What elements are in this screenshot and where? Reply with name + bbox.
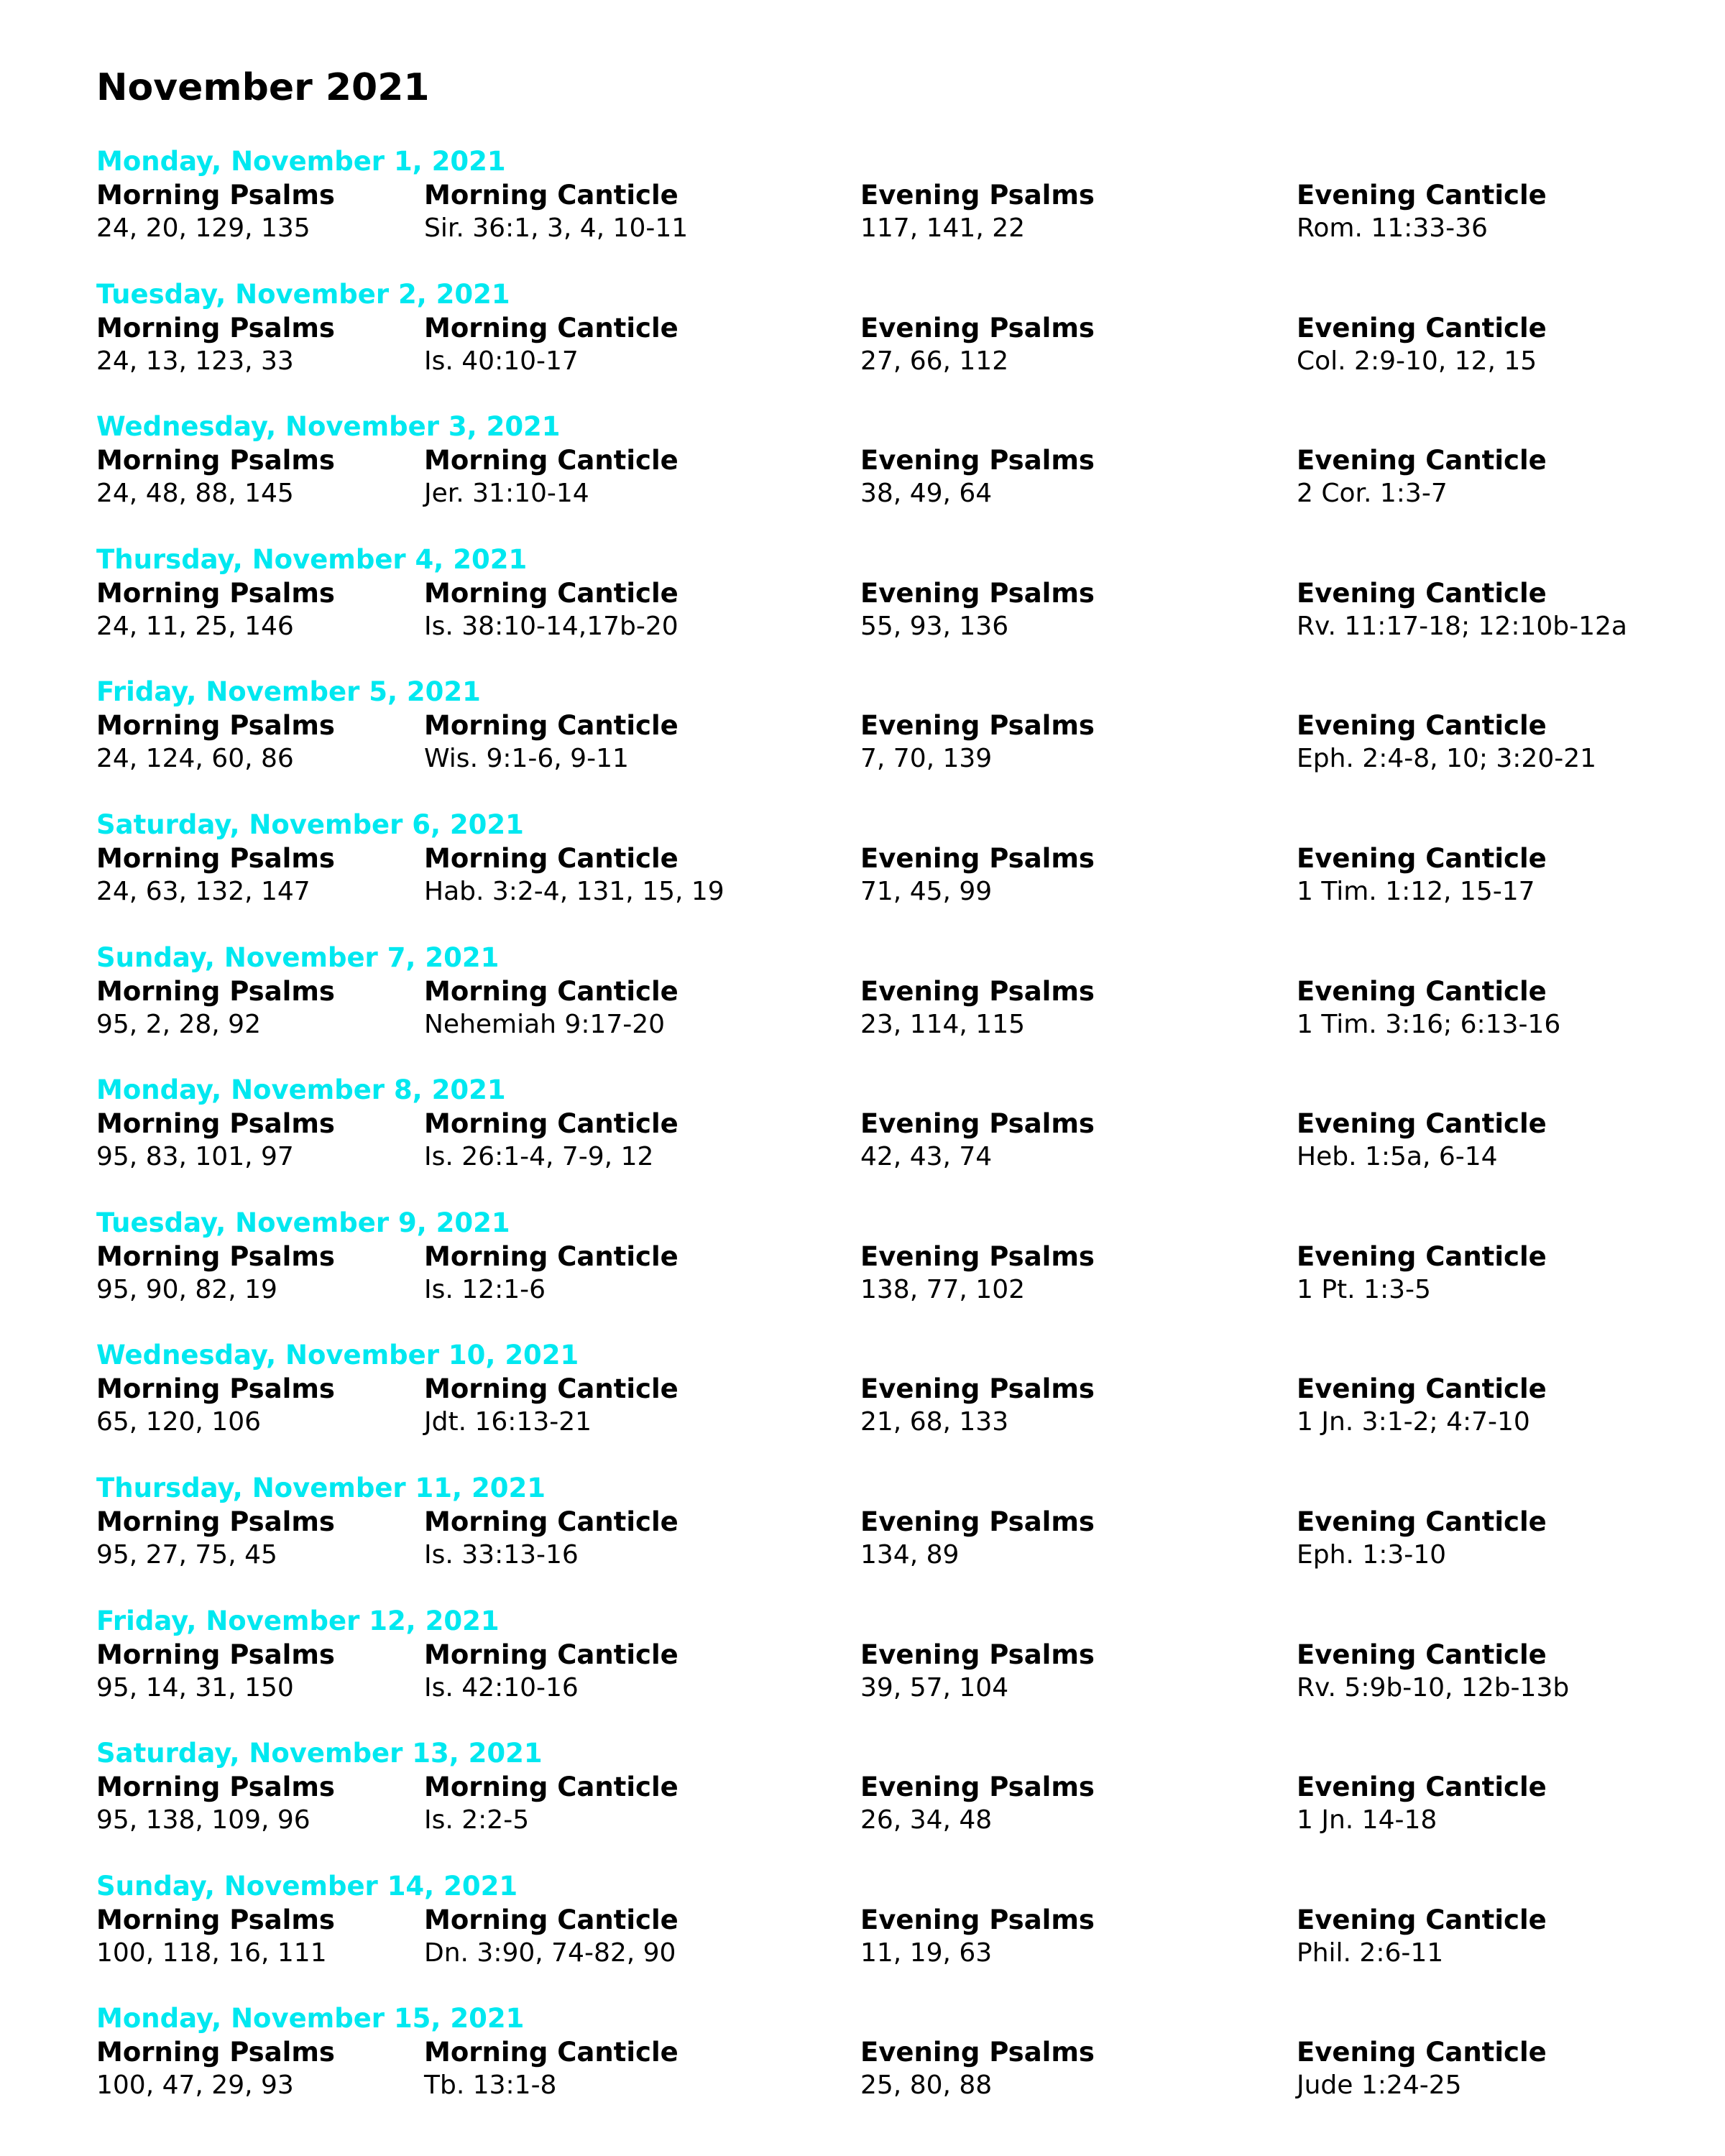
morning-psalms-label: Morning Psalms xyxy=(96,1639,335,1670)
day-entry xyxy=(0,1074,1725,1204)
evening-canticle-value: 1 Tim. 3:16; 6:13-16 xyxy=(1297,1010,1561,1039)
evening-canticle-label: Evening Canticle xyxy=(1297,1241,1547,1272)
evening-canticle-value: Eph. 1:3-10 xyxy=(1297,1540,1447,1570)
evening-canticle-value: Rv. 11:17-18; 12:10b-12a xyxy=(1297,612,1627,641)
evening-psalms-column xyxy=(860,842,1095,908)
evening-psalms-label: Evening Psalms xyxy=(860,1772,1095,1802)
day-date: Wednesday, November 10, 2021 xyxy=(96,1340,579,1370)
evening-psalms-value: 138, 77, 102 xyxy=(860,1275,1026,1304)
morning-psalms-column xyxy=(96,1771,335,1837)
evening-psalms-column xyxy=(860,2036,1095,2102)
page-title: November 2021 xyxy=(96,66,430,109)
morning-canticle-label: Morning Canticle xyxy=(424,1373,678,1404)
morning-psalms-value: 24, 13, 123, 33 xyxy=(96,346,294,376)
morning-psalms-label: Morning Psalms xyxy=(96,445,335,476)
morning-psalms-label: Morning Psalms xyxy=(96,2037,335,2068)
morning-canticle-column xyxy=(424,444,678,510)
morning-canticle-value: Sir. 36:1, 3, 4, 10-11 xyxy=(424,213,689,243)
evening-canticle-value: Rom. 11:33-36 xyxy=(1297,213,1488,243)
evening-psalms-column xyxy=(860,179,1095,245)
evening-psalms-label: Evening Psalms xyxy=(860,1639,1095,1670)
morning-psalms-value: 95, 14, 31, 150 xyxy=(96,1673,294,1703)
evening-canticle-label: Evening Canticle xyxy=(1297,313,1547,344)
evening-psalms-column xyxy=(860,312,1095,378)
morning-psalms-label: Morning Psalms xyxy=(96,313,335,344)
morning-canticle-value: Jdt. 16:13-21 xyxy=(424,1407,592,1437)
morning-psalms-column xyxy=(96,975,335,1041)
morning-canticle-value: Wis. 9:1-6, 9-11 xyxy=(424,744,629,773)
day-date: Monday, November 15, 2021 xyxy=(96,2003,525,2034)
morning-psalms-column xyxy=(96,842,335,908)
day-entry xyxy=(0,1606,1725,1735)
evening-psalms-column xyxy=(860,1107,1095,1174)
evening-canticle-label: Evening Canticle xyxy=(1297,180,1547,211)
evening-psalms-value: 71, 45, 99 xyxy=(860,877,993,906)
evening-canticle-label: Evening Canticle xyxy=(1297,843,1547,874)
day-entry xyxy=(0,411,1725,540)
morning-canticle-value: Tb. 13:1-8 xyxy=(424,2070,557,2100)
morning-psalms-value: 24, 20, 129, 135 xyxy=(96,213,310,243)
evening-canticle-value: Col. 2:9-10, 12, 15 xyxy=(1297,346,1537,376)
evening-psalms-value: 7, 70, 139 xyxy=(860,744,993,773)
morning-psalms-column xyxy=(96,1904,335,1970)
day-entry xyxy=(0,676,1725,806)
morning-canticle-value: Is. 26:1-4, 7-9, 12 xyxy=(424,1142,654,1171)
evening-canticle-label: Evening Canticle xyxy=(1297,710,1547,741)
evening-psalms-label: Evening Psalms xyxy=(860,1373,1095,1404)
day-entry xyxy=(0,1207,1725,1337)
evening-psalms-value: 42, 43, 74 xyxy=(860,1142,993,1171)
day-date: Saturday, November 6, 2021 xyxy=(96,809,524,840)
morning-psalms-value: 95, 2, 28, 92 xyxy=(96,1010,261,1039)
morning-psalms-label: Morning Psalms xyxy=(96,180,335,211)
evening-psalms-value: 117, 141, 22 xyxy=(860,213,1026,243)
morning-canticle-column xyxy=(424,1373,678,1439)
evening-psalms-label: Evening Psalms xyxy=(860,1108,1095,1139)
morning-psalms-value: 24, 63, 132, 147 xyxy=(96,877,310,906)
evening-psalms-value: 55, 93, 136 xyxy=(860,612,1009,641)
morning-psalms-value: 95, 138, 109, 96 xyxy=(96,1805,310,1835)
morning-canticle-label: Morning Canticle xyxy=(424,843,678,874)
evening-psalms-column xyxy=(860,1506,1095,1572)
morning-canticle-label: Morning Canticle xyxy=(424,180,678,211)
morning-psalms-value: 24, 124, 60, 86 xyxy=(96,744,294,773)
morning-psalms-value: 95, 90, 82, 19 xyxy=(96,1275,277,1304)
morning-psalms-value: 24, 48, 88, 145 xyxy=(96,479,294,508)
morning-canticle-value: Is. 42:10-16 xyxy=(424,1673,579,1703)
evening-canticle-label: Evening Canticle xyxy=(1297,445,1547,476)
morning-canticle-label: Morning Canticle xyxy=(424,578,678,609)
evening-psalms-value: 25, 80, 88 xyxy=(860,2070,993,2100)
evening-canticle-label: Evening Canticle xyxy=(1297,578,1547,609)
day-date: Monday, November 8, 2021 xyxy=(96,1074,506,1105)
morning-canticle-label: Morning Canticle xyxy=(424,1772,678,1802)
evening-psalms-label: Evening Psalms xyxy=(860,710,1095,741)
evening-psalms-value: 23, 114, 115 xyxy=(860,1010,1026,1039)
morning-psalms-label: Morning Psalms xyxy=(96,1108,335,1139)
day-entry xyxy=(0,146,1725,275)
evening-canticle-label: Evening Canticle xyxy=(1297,976,1547,1007)
evening-psalms-column xyxy=(860,1240,1095,1307)
morning-psalms-label: Morning Psalms xyxy=(96,1772,335,1802)
morning-psalms-column xyxy=(96,179,335,245)
morning-psalms-column xyxy=(96,709,335,775)
day-entry xyxy=(0,2003,1725,2132)
morning-canticle-column xyxy=(424,1639,678,1705)
morning-canticle-label: Morning Canticle xyxy=(424,710,678,741)
day-date: Sunday, November 14, 2021 xyxy=(96,1871,518,1902)
morning-canticle-column xyxy=(424,1107,678,1174)
morning-canticle-column xyxy=(424,1904,678,1970)
morning-canticle-value: Is. 40:10-17 xyxy=(424,346,579,376)
morning-psalms-column xyxy=(96,1639,335,1705)
day-date: Saturday, November 13, 2021 xyxy=(96,1738,543,1769)
day-date: Tuesday, November 9, 2021 xyxy=(96,1207,510,1238)
morning-canticle-value: Is. 38:10-14,17b-20 xyxy=(424,612,678,641)
morning-canticle-column xyxy=(424,842,724,908)
morning-canticle-label: Morning Canticle xyxy=(424,1506,678,1537)
evening-canticle-column xyxy=(1297,577,1627,643)
day-entry xyxy=(0,809,1725,939)
evening-psalms-value: 11, 19, 63 xyxy=(860,1938,993,1968)
morning-psalms-label: Morning Psalms xyxy=(96,710,335,741)
morning-canticle-label: Morning Canticle xyxy=(424,1108,678,1139)
day-entry xyxy=(0,942,1725,1072)
evening-psalms-column xyxy=(860,1771,1095,1837)
morning-canticle-value: Is. 33:13-16 xyxy=(424,1540,579,1570)
morning-psalms-value: 95, 27, 75, 45 xyxy=(96,1540,277,1570)
evening-psalms-label: Evening Psalms xyxy=(860,1506,1095,1537)
evening-canticle-label: Evening Canticle xyxy=(1297,1904,1547,1935)
evening-psalms-column xyxy=(860,444,1095,510)
evening-canticle-value: 2 Cor. 1:3-7 xyxy=(1297,479,1448,508)
morning-canticle-label: Morning Canticle xyxy=(424,976,678,1007)
morning-canticle-column xyxy=(424,312,678,378)
evening-psalms-label: Evening Psalms xyxy=(860,2037,1095,2068)
morning-canticle-column xyxy=(424,577,678,643)
evening-psalms-value: 134, 89 xyxy=(860,1540,960,1570)
evening-psalms-label: Evening Psalms xyxy=(860,1241,1095,1272)
morning-psalms-value: 100, 47, 29, 93 xyxy=(96,2070,294,2100)
evening-canticle-value: 1 Jn. 3:1-2; 4:7-10 xyxy=(1297,1407,1530,1437)
morning-canticle-label: Morning Canticle xyxy=(424,1904,678,1935)
day-date: Sunday, November 7, 2021 xyxy=(96,942,500,973)
morning-psalms-value: 65, 120, 106 xyxy=(96,1407,262,1437)
evening-canticle-column xyxy=(1297,709,1596,775)
evening-psalms-column xyxy=(860,709,1095,775)
day-entry xyxy=(0,1871,1725,2000)
morning-psalms-label: Morning Psalms xyxy=(96,976,335,1007)
morning-canticle-column xyxy=(424,975,678,1041)
evening-canticle-column xyxy=(1297,1506,1547,1572)
day-date: Thursday, November 4, 2021 xyxy=(96,544,528,575)
evening-psalms-label: Evening Psalms xyxy=(860,976,1095,1007)
morning-canticle-column xyxy=(424,709,678,775)
morning-canticle-value: Dn. 3:90, 74-82, 90 xyxy=(424,1938,676,1968)
evening-canticle-label: Evening Canticle xyxy=(1297,1373,1547,1404)
morning-psalms-column xyxy=(96,2036,335,2102)
evening-canticle-column xyxy=(1297,1771,1547,1837)
evening-canticle-value: Rv. 5:9b-10, 12b-13b xyxy=(1297,1673,1570,1703)
evening-canticle-label: Evening Canticle xyxy=(1297,1506,1547,1537)
day-entry xyxy=(0,1473,1725,1602)
evening-canticle-column xyxy=(1297,842,1547,908)
day-entry xyxy=(0,279,1725,408)
morning-canticle-label: Morning Canticle xyxy=(424,1241,678,1272)
evening-canticle-column xyxy=(1297,1240,1547,1307)
evening-canticle-value: 1 Tim. 1:12, 15-17 xyxy=(1297,877,1535,906)
evening-psalms-value: 26, 34, 48 xyxy=(860,1805,993,1835)
evening-psalms-label: Evening Psalms xyxy=(860,180,1095,211)
morning-psalms-label: Morning Psalms xyxy=(96,1241,335,1272)
evening-canticle-column xyxy=(1297,444,1547,510)
morning-canticle-value: Hab. 3:2-4, 131, 15, 19 xyxy=(424,877,724,906)
evening-psalms-value: 39, 57, 104 xyxy=(860,1673,1009,1703)
evening-canticle-column xyxy=(1297,312,1547,378)
morning-psalms-column xyxy=(96,1107,335,1174)
evening-canticle-value: Heb. 1:5a, 6-14 xyxy=(1297,1142,1498,1171)
morning-canticle-column xyxy=(424,1506,678,1572)
evening-psalms-column xyxy=(860,1639,1095,1705)
evening-psalms-label: Evening Psalms xyxy=(860,843,1095,874)
evening-psalms-label: Evening Psalms xyxy=(860,445,1095,476)
evening-canticle-label: Evening Canticle xyxy=(1297,1639,1547,1670)
evening-canticle-value: Jude 1:24-25 xyxy=(1297,2070,1462,2100)
morning-canticle-label: Morning Canticle xyxy=(424,313,678,344)
evening-psalms-label: Evening Psalms xyxy=(860,1904,1095,1935)
evening-psalms-column xyxy=(860,1373,1095,1439)
morning-psalms-column xyxy=(96,577,335,643)
evening-psalms-value: 27, 66, 112 xyxy=(860,346,1009,376)
morning-psalms-column xyxy=(96,1240,335,1307)
morning-canticle-label: Morning Canticle xyxy=(424,2037,678,2068)
evening-canticle-value: 1 Pt. 1:3-5 xyxy=(1297,1275,1431,1304)
day-date: Friday, November 5, 2021 xyxy=(96,676,481,707)
day-entry xyxy=(0,1738,1725,1867)
morning-canticle-value: Jer. 31:10-14 xyxy=(424,479,589,508)
day-date: Thursday, November 11, 2021 xyxy=(96,1473,546,1503)
morning-canticle-value: Nehemiah 9:17-20 xyxy=(424,1010,666,1039)
evening-psalms-column xyxy=(860,975,1095,1041)
evening-canticle-column xyxy=(1297,1107,1547,1174)
evening-canticle-value: 1 Jn. 14-18 xyxy=(1297,1805,1438,1835)
morning-canticle-label: Morning Canticle xyxy=(424,445,678,476)
morning-psalms-label: Morning Psalms xyxy=(96,843,335,874)
morning-psalms-column xyxy=(96,1373,335,1439)
morning-psalms-column xyxy=(96,1506,335,1572)
evening-psalms-label: Evening Psalms xyxy=(860,313,1095,344)
evening-psalms-label: Evening Psalms xyxy=(860,578,1095,609)
morning-psalms-label: Morning Psalms xyxy=(96,1373,335,1404)
day-entry xyxy=(0,1340,1725,1469)
evening-canticle-value: Phil. 2:6-11 xyxy=(1297,1938,1444,1968)
morning-canticle-label: Morning Canticle xyxy=(424,1639,678,1670)
evening-canticle-column xyxy=(1297,1904,1547,1970)
day-entry xyxy=(0,544,1725,673)
morning-canticle-value: Is. 12:1-6 xyxy=(424,1275,546,1304)
day-date: Monday, November 1, 2021 xyxy=(96,146,506,177)
morning-canticle-column xyxy=(424,1771,678,1837)
evening-psalms-column xyxy=(860,1904,1095,1970)
evening-canticle-column xyxy=(1297,1639,1569,1705)
evening-canticle-label: Evening Canticle xyxy=(1297,1108,1547,1139)
evening-canticle-column xyxy=(1297,179,1547,245)
morning-psalms-label: Morning Psalms xyxy=(96,578,335,609)
morning-psalms-column xyxy=(96,312,335,378)
day-date: Friday, November 12, 2021 xyxy=(96,1606,500,1636)
morning-canticle-column xyxy=(424,1240,678,1307)
morning-canticle-column xyxy=(424,2036,678,2102)
evening-canticle-column xyxy=(1297,1373,1547,1439)
evening-canticle-column xyxy=(1297,2036,1547,2102)
morning-psalms-label: Morning Psalms xyxy=(96,1904,335,1935)
evening-psalms-value: 21, 68, 133 xyxy=(860,1407,1009,1437)
evening-psalms-column xyxy=(860,577,1095,643)
evening-canticle-label: Evening Canticle xyxy=(1297,1772,1547,1802)
morning-psalms-value: 95, 83, 101, 97 xyxy=(96,1142,294,1171)
evening-canticle-value: Eph. 2:4-8, 10; 3:20-21 xyxy=(1297,744,1597,773)
day-date: Wednesday, November 3, 2021 xyxy=(96,411,561,442)
morning-canticle-column xyxy=(424,179,688,245)
morning-psalms-label: Morning Psalms xyxy=(96,1506,335,1537)
evening-canticle-label: Evening Canticle xyxy=(1297,2037,1547,2068)
evening-psalms-value: 38, 49, 64 xyxy=(860,479,993,508)
evening-canticle-column xyxy=(1297,975,1560,1041)
morning-psalms-value: 24, 11, 25, 146 xyxy=(96,612,294,641)
morning-psalms-value: 100, 118, 16, 111 xyxy=(96,1938,327,1968)
morning-psalms-column xyxy=(96,444,335,510)
morning-canticle-value: Is. 2:2-5 xyxy=(424,1805,530,1835)
day-date: Tuesday, November 2, 2021 xyxy=(96,279,510,310)
